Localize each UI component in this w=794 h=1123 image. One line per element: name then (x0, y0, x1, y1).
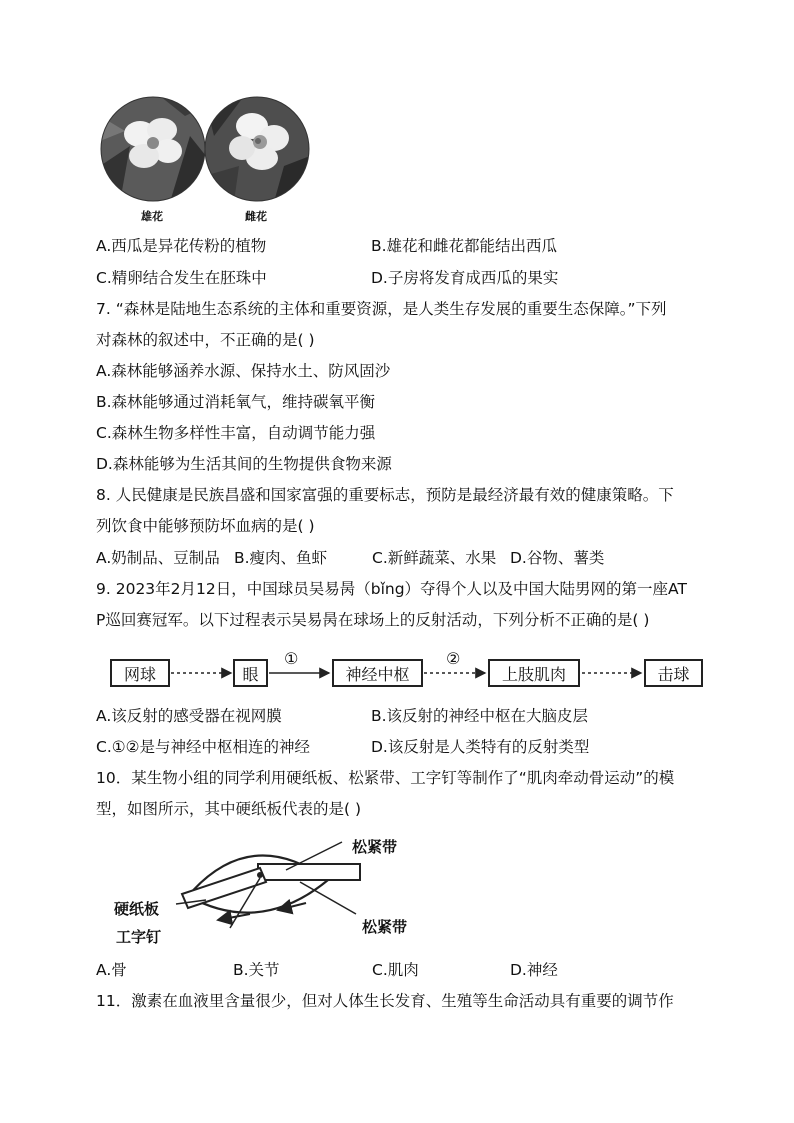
male-flower-image (100, 96, 206, 202)
q7-stem-line1: 7. “森林是陆地生态系统的主体和重要资源，是人类生存发展的重要生态保障。”下列 (96, 300, 667, 318)
q7-option-d: D.森林能够为生活其间的生物提供食物来源 (96, 455, 392, 473)
label-cardboard: 硬纸板 (114, 900, 160, 918)
q6-figure (100, 96, 310, 226)
q8-option-a: A.奶制品、豆制品 (96, 549, 220, 567)
q10-option-d: D.神经 (510, 961, 558, 979)
muscle-model-figure (110, 830, 430, 950)
q10-option-c: C.肌肉 (372, 961, 419, 979)
q8-option-d: D.谷物、薯类 (510, 549, 605, 567)
q6-option-c: C.精卵结合发生在胚珠中 (96, 269, 267, 287)
flow-box-hit-ball: 击球 (644, 659, 703, 687)
q6-option-d: D.子房将发育成西瓜的果实 (371, 269, 559, 287)
q8-stem-line1: 8. 人民健康是民族昌盛和国家富强的重要标志，预防是最经济最有效的健康策略。下 (96, 486, 674, 504)
q8-option-b: B.瘦肉、鱼虾 (234, 549, 328, 567)
flow-box-arm-muscle: 上肢肌肉 (488, 659, 580, 687)
q7-option-c: C.森林生物多样性丰富，自动调节能力强 (96, 424, 376, 442)
q6-option-a: A.西瓜是异花传粉的植物 (96, 237, 267, 255)
q9-option-b: B.该反射的神经中枢在大脑皮层 (371, 707, 589, 725)
q10-stem-line1: 10．某生物小组的同学利用硬纸板、松紧带、工字钉等制作了“肌肉牵动骨运动”的模 (96, 769, 675, 787)
flow-box-tennis-ball: 网球 (110, 659, 170, 687)
female-flower-image (204, 96, 310, 202)
q8-stem-line2: 列饮食中能够预防坏血病的是( ) (96, 517, 315, 535)
flow-box-eye: 眼 (233, 659, 268, 687)
male-flower-caption: 雄花 (141, 210, 163, 223)
q7-option-a: A.森林能够涵养水源、保持水土、防风固沙 (96, 362, 391, 380)
label-band-top: 松紧带 (352, 838, 398, 856)
q10-option-b: B.关节 (233, 961, 280, 979)
flow-box-nerve-center: 神经中枢 (332, 659, 423, 687)
q7-stem-line2: 对森林的叙述中，不正确的是( ) (96, 331, 315, 349)
q8-option-c: C.新鲜蔬菜、水果 (372, 549, 497, 567)
female-flower-caption: 雌花 (245, 210, 267, 223)
q11-stem-line1: 11．激素在血液里含量很少，但对人体生长发育、生殖等生命活动具有重要的调节作 (96, 992, 674, 1010)
reflex-flow-diagram (0, 640, 794, 700)
q6-option-b: B.雄花和雌花都能结出西瓜 (371, 237, 558, 255)
label-pushpin: 工字钉 (116, 928, 162, 946)
q10-option-a: A.骨 (96, 961, 127, 979)
flow-mark-1: ① (284, 649, 299, 668)
label-band-bottom: 松紧带 (362, 918, 408, 936)
q9-stem-line1: 9. 2023年2月12日，中国球员吴易昺（bǐng）夺得个人以及中国大陆男网的第一座AT (96, 580, 687, 598)
flow-mark-2: ② (446, 649, 461, 668)
q7-option-b: B.森林能够通过消耗氧气，维持碳氧平衡 (96, 393, 376, 411)
q9-option-c: C.①②是与神经中枢相连的神经 (96, 738, 311, 756)
q9-stem-line2: P巡回赛冠军。以下过程表示吴易昺在球场上的反射活动，下列分析不正确的是( ) (96, 611, 650, 629)
q10-stem-line2: 型，如图所示，其中硬纸板代表的是( ) (96, 800, 362, 818)
q9-option-d: D.该反射是人类特有的反射类型 (371, 738, 590, 756)
q9-option-a: A.该反射的感受器在视网膜 (96, 707, 282, 725)
